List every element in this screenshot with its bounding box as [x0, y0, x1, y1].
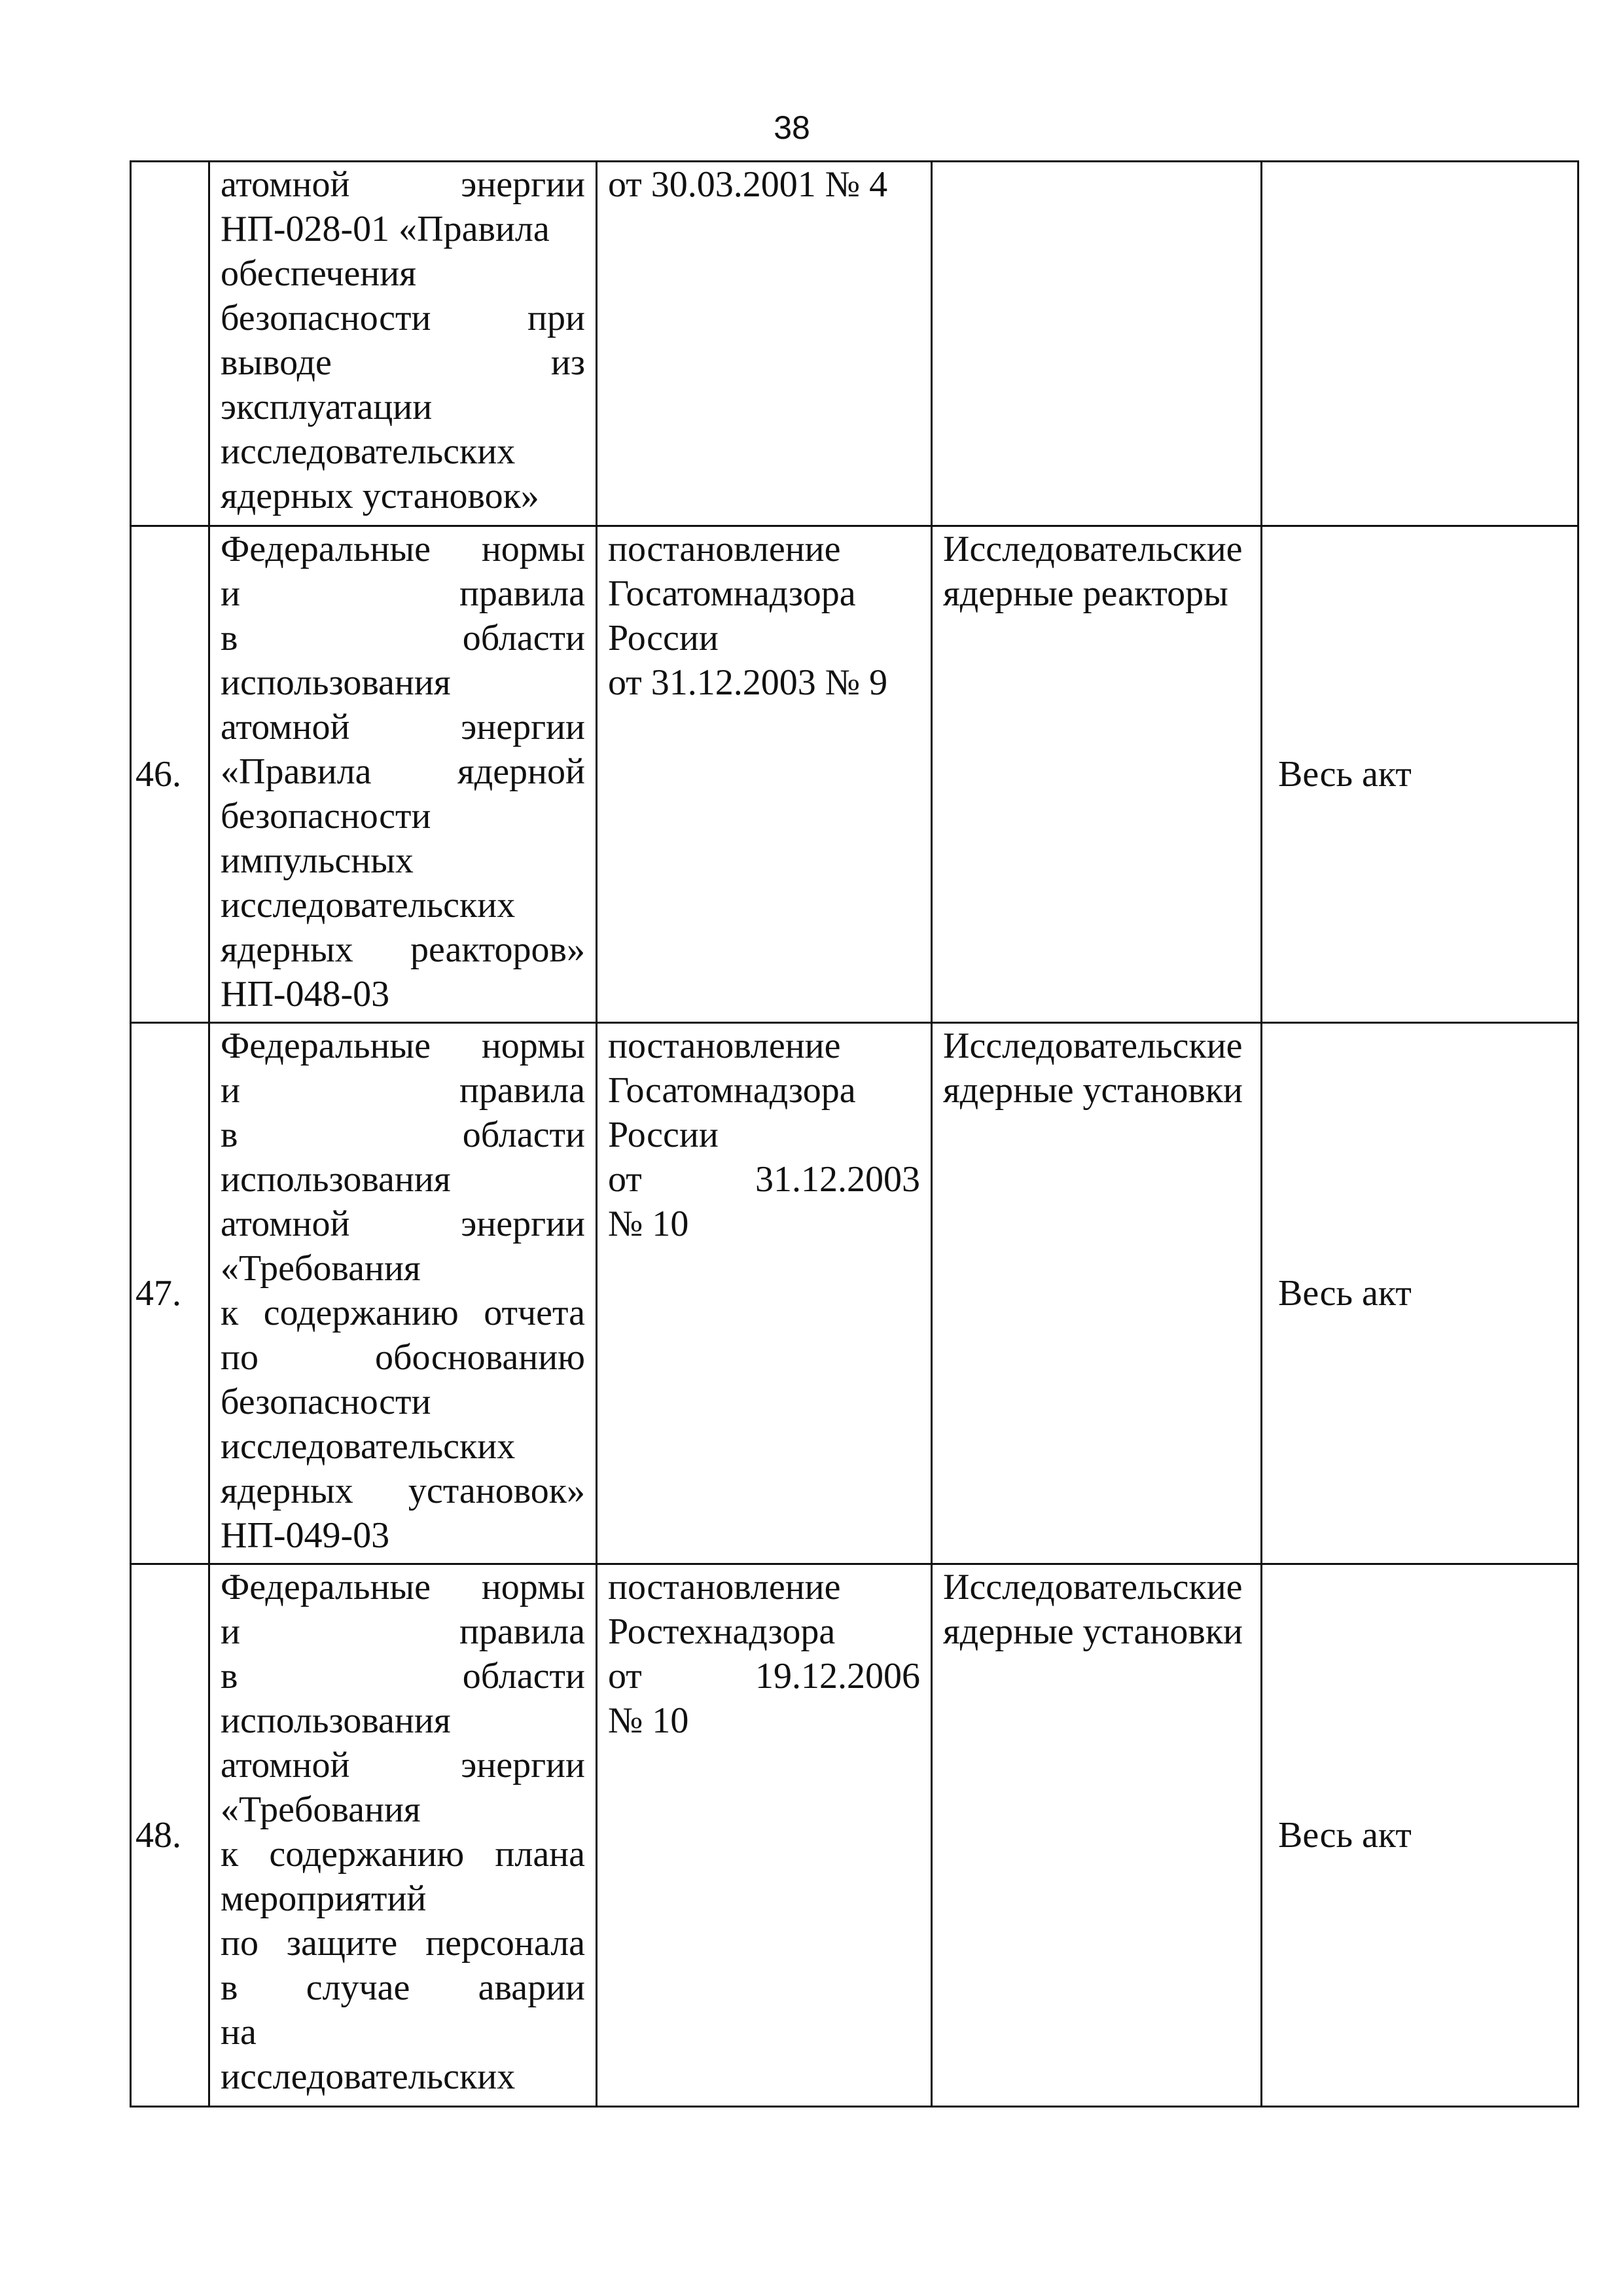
table-row — [131, 526, 1578, 1023]
document-name-line: в области — [221, 1115, 585, 1155]
applicable-part-cell — [1262, 162, 1578, 526]
document-name-cell — [209, 162, 597, 526]
document-name-cell — [209, 1023, 597, 1564]
approving-act-line: постановление — [608, 529, 841, 569]
document-name-line: к содержанию плана — [221, 1834, 585, 1874]
approving-act-line: Ростехнадзора — [608, 1611, 836, 1652]
document-name-line: исследовательских — [221, 2056, 516, 2097]
approving-act-line: постановление — [608, 1026, 841, 1066]
applicable-part-cell: Весь акт — [1262, 1023, 1578, 1564]
approving-act-cell — [597, 1564, 932, 2107]
approving-act-line: от 31.12.2003 № 9 — [608, 662, 888, 703]
applicable-part-cell: Весь акт — [1262, 526, 1578, 1023]
approving-act-line: № 10 — [608, 1700, 689, 1741]
document-name-line: использования — [221, 1159, 451, 1200]
document-name-line: НП-048-03 — [221, 974, 390, 1014]
document-name-line: исследовательских — [221, 885, 516, 925]
approving-act-line: России — [608, 1115, 719, 1155]
document-name-line: «Требования — [221, 1248, 421, 1289]
document-name-cell — [209, 526, 597, 1023]
document-name-line: ядерных реакторов» — [221, 929, 585, 970]
document-name-line: по обоснованию — [221, 1337, 585, 1378]
document-name-line: к содержанию отчета — [221, 1293, 585, 1333]
approving-act-line: № 10 — [608, 1204, 689, 1244]
approving-act-line: постановление — [608, 1567, 841, 1607]
document-name-line: эксплуатации — [221, 387, 433, 427]
document-name-line: импульсных — [221, 840, 414, 881]
table-row — [131, 1564, 1578, 2107]
document-name-line: ядерных установок» — [221, 476, 539, 516]
document-name-line: в области — [221, 1656, 585, 1696]
document-name-line: на — [221, 2012, 257, 2053]
document-name-line: атомной энергии — [221, 707, 585, 747]
document-name-line: Федеральные нормы — [221, 1567, 585, 1607]
document-name-line: атомной энергии — [221, 164, 585, 205]
document-name-line: безопасности — [221, 796, 431, 836]
document-name-line: обеспечения — [221, 253, 417, 294]
document-name-line: исследовательских — [221, 431, 516, 472]
table-row — [131, 162, 1578, 526]
document-name-line: и правила — [221, 573, 585, 614]
document-name-line: и правила — [221, 1070, 585, 1111]
document-name-line: Федеральные нормы — [221, 1026, 585, 1066]
document-name-line: атомной энергии — [221, 1204, 585, 1244]
document-name-line: Федеральные нормы — [221, 529, 585, 569]
approving-act-cell — [597, 162, 932, 526]
scope-cell: Исследовательские ядерные установки — [932, 1023, 1262, 1564]
document-name-line: использования — [221, 1700, 451, 1741]
document-name-line: использования — [221, 662, 451, 703]
approving-act-line: от 19.12.2006 — [608, 1656, 920, 1696]
row-number-cell: 48. — [131, 1564, 209, 2107]
page-number: 38 — [774, 109, 810, 146]
approving-act-line: от 30.03.2001 № 4 — [608, 164, 888, 205]
document-name-line: безопасности при — [221, 298, 585, 338]
scope-cell: Исследовательские ядерные реакторы — [932, 526, 1262, 1023]
document-name-line: безопасности — [221, 1382, 431, 1422]
table-row — [131, 1023, 1578, 1564]
document-name-line: по защите персонала — [221, 1923, 585, 1964]
row-number-cell — [131, 162, 209, 526]
row-number-cell: 46. — [131, 526, 209, 1023]
approving-act-line: России — [608, 618, 719, 658]
approving-act-line: Госатомнадзора — [608, 573, 856, 614]
row-number-cell: 47. — [131, 1023, 209, 1564]
regulations-table — [130, 160, 1579, 2108]
document-name-line: исследовательских — [221, 1426, 516, 1467]
document-name-line: выводе из — [221, 342, 585, 383]
document-name-line: «Требования — [221, 1789, 421, 1830]
document-name-line: мероприятий — [221, 1878, 427, 1919]
approving-act-cell — [597, 526, 932, 1023]
scope-cell — [932, 162, 1262, 526]
document-name-line: в области — [221, 618, 585, 658]
applicable-part-cell: Весь акт — [1262, 1564, 1578, 2107]
approving-act-line: от 31.12.2003 — [608, 1159, 920, 1200]
document-name-line: атомной энергии — [221, 1745, 585, 1785]
document-name-line: НП-028-01 «Правила — [221, 209, 550, 249]
document-name-cell — [209, 1564, 597, 2107]
document-name-line: в случае аварии — [221, 1967, 585, 2008]
scope-cell: Исследовательские ядерные установки — [932, 1564, 1262, 2107]
document-name-line: ядерных установок» — [221, 1471, 585, 1511]
approving-act-line: Госатомнадзора — [608, 1070, 856, 1111]
approving-act-cell — [597, 1023, 932, 1564]
document-name-line: НП-049-03 — [221, 1515, 390, 1556]
document-name-line: «Правила ядерной — [221, 751, 585, 792]
document-name-line: и правила — [221, 1611, 585, 1652]
